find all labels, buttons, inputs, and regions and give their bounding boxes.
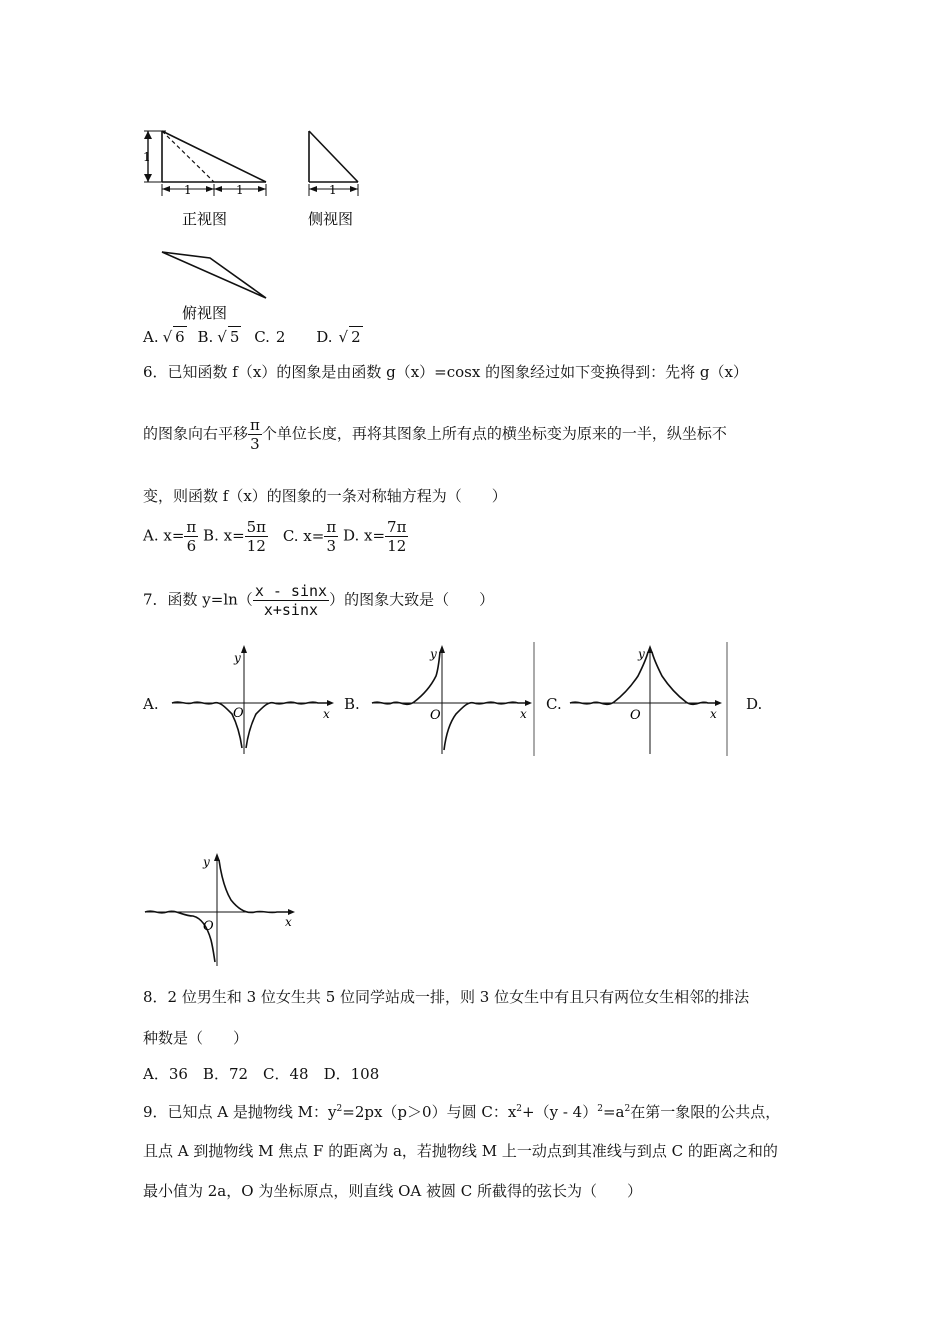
q6-option-b-fraction: $\frac{5\pi}{12}$: [246, 518, 267, 555]
q7-stem-pre: 7．函数 y=ln（: [143, 590, 253, 609]
q9-line1-a: 9．已知点 A 是抛物线 M：y: [143, 1103, 337, 1121]
q6-line3: 变，则函数 f（x）的图象的一条对称轴方程为（ ）: [143, 487, 507, 505]
q5-option-a-value: 6: [175, 328, 185, 346]
q7-d-origin: O: [203, 919, 214, 934]
top-view: [162, 252, 266, 322]
front-width-label-2: 1: [236, 183, 244, 197]
q7-a-y-label: y: [234, 651, 241, 665]
q7-label-b: B.: [344, 695, 360, 713]
q6-option-a-label: A. x=: [143, 526, 185, 545]
top-view-caption: 俯视图: [182, 304, 228, 322]
q7-stem: [143, 582, 494, 619]
q5-option-b-value: 5: [229, 328, 240, 346]
q5-option-a-label: A.: [143, 328, 159, 346]
q6-shift-fraction: $\frac{\pi}{3}$: [250, 416, 260, 453]
q6-option-c-label: C. x=: [282, 526, 325, 545]
q5-option-c-value: 2: [275, 328, 286, 346]
q9-line1-d: =a: [602, 1103, 625, 1121]
q6-option-a-fraction: $\frac{\pi}{6}$: [186, 518, 197, 555]
q8-line1: 8．2 位男生和 3 位女生共 5 位同学站成一排，则 3 位女生中有且只有两位女生相邻的排法: [143, 988, 750, 1006]
q7-stem-post: ）的图象大致是（ ）: [329, 590, 495, 609]
q6-options: [143, 518, 408, 555]
q9-line3: 最小值为 2a，O 为坐标原点，则直线 OA 被圆 C 所截得的弦长为（ ）: [143, 1182, 643, 1200]
q5-option-b-label: B.: [197, 328, 214, 346]
q7-label-c: C.: [546, 695, 562, 713]
q7-d-x-label: x: [285, 915, 292, 929]
q7-label-a: A.: [143, 695, 159, 713]
q9-line1: [143, 1099, 780, 1122]
q9-line1-b: =2px（p＞0）与圆 C：x: [342, 1103, 517, 1121]
q8-line2: 种数是（ ）: [143, 1029, 249, 1047]
front-width-label-1: 1: [184, 183, 192, 197]
q7-graph-a: [170, 642, 340, 756]
q6-line2-post: 个单位长度，再将其图象上所有点的横坐标变为原来的一半，纵坐标不: [261, 424, 727, 443]
q7-c-x-label: x: [710, 707, 717, 721]
q7-fraction: $\frac{x - \sin x}{x+\sin x}$: [254, 582, 328, 619]
q6-line2-pre: 的图象向右平移: [143, 424, 249, 443]
front-view: [143, 131, 266, 228]
q7-d-y-label: y: [203, 855, 210, 869]
q7-a-x-label: x: [323, 707, 330, 721]
three-view-figure: [140, 122, 370, 327]
q9-sup-4: 2: [624, 1104, 631, 1114]
q9-line1-c: +（y - 4）: [522, 1103, 598, 1121]
q9-sup-3: 2: [597, 1104, 603, 1114]
q6-option-d-fraction: $\frac{7\pi}{12}$: [387, 518, 407, 555]
side-view: [308, 131, 358, 228]
q7-a-origin: O: [233, 706, 244, 721]
q7-graph-b: [370, 642, 540, 756]
front-height-label: 1: [143, 150, 151, 164]
q9-line2: 且点 A 到抛物线 M 焦点 F 的距离为 a，若抛物线 M 上一动点到其准线与到点 C 的距离之和的: [143, 1142, 778, 1160]
q6-option-c-fraction: $\frac{\pi}{3}$: [326, 518, 337, 555]
q6-line2: [143, 416, 727, 453]
q6-option-d-label: D. x=: [342, 526, 386, 545]
q7-b-origin: O: [430, 708, 441, 723]
q9-sup-1: 2: [336, 1104, 343, 1114]
side-width-label: 1: [329, 183, 337, 197]
q7-graph-c: [568, 642, 730, 756]
front-view-caption: 正视图: [182, 210, 228, 228]
q6-line1: 6．已知函数 f（x）的图象是由函数 g（x）=cosx 的图象经过如下变换得到：先将 g（x）: [143, 363, 748, 381]
q8-options: A．36 B．72 C．48 D．108: [143, 1065, 380, 1083]
q9-line1-e: 在第一象限的公共点，: [630, 1103, 781, 1121]
q7-graph-d: [143, 850, 303, 968]
q5-options: A. √ 6 B. √ 5 C. 2 D. √ 2: [143, 328, 361, 346]
q9-sup-2: 2: [516, 1104, 523, 1114]
q5-option-c-label: C.: [254, 328, 270, 346]
q7-c-origin: O: [630, 708, 641, 723]
q7-b-y-label: y: [430, 647, 437, 661]
q7-c-y-label: y: [638, 647, 645, 661]
q7-b-x-label: x: [520, 707, 527, 721]
q5-option-d-label: D.: [316, 328, 333, 346]
q7-label-d: D.: [746, 695, 763, 713]
q6-option-b-label: B. x=: [203, 526, 245, 545]
q5-option-d-value: 2: [351, 328, 361, 346]
side-view-caption: 侧视图: [308, 210, 354, 228]
